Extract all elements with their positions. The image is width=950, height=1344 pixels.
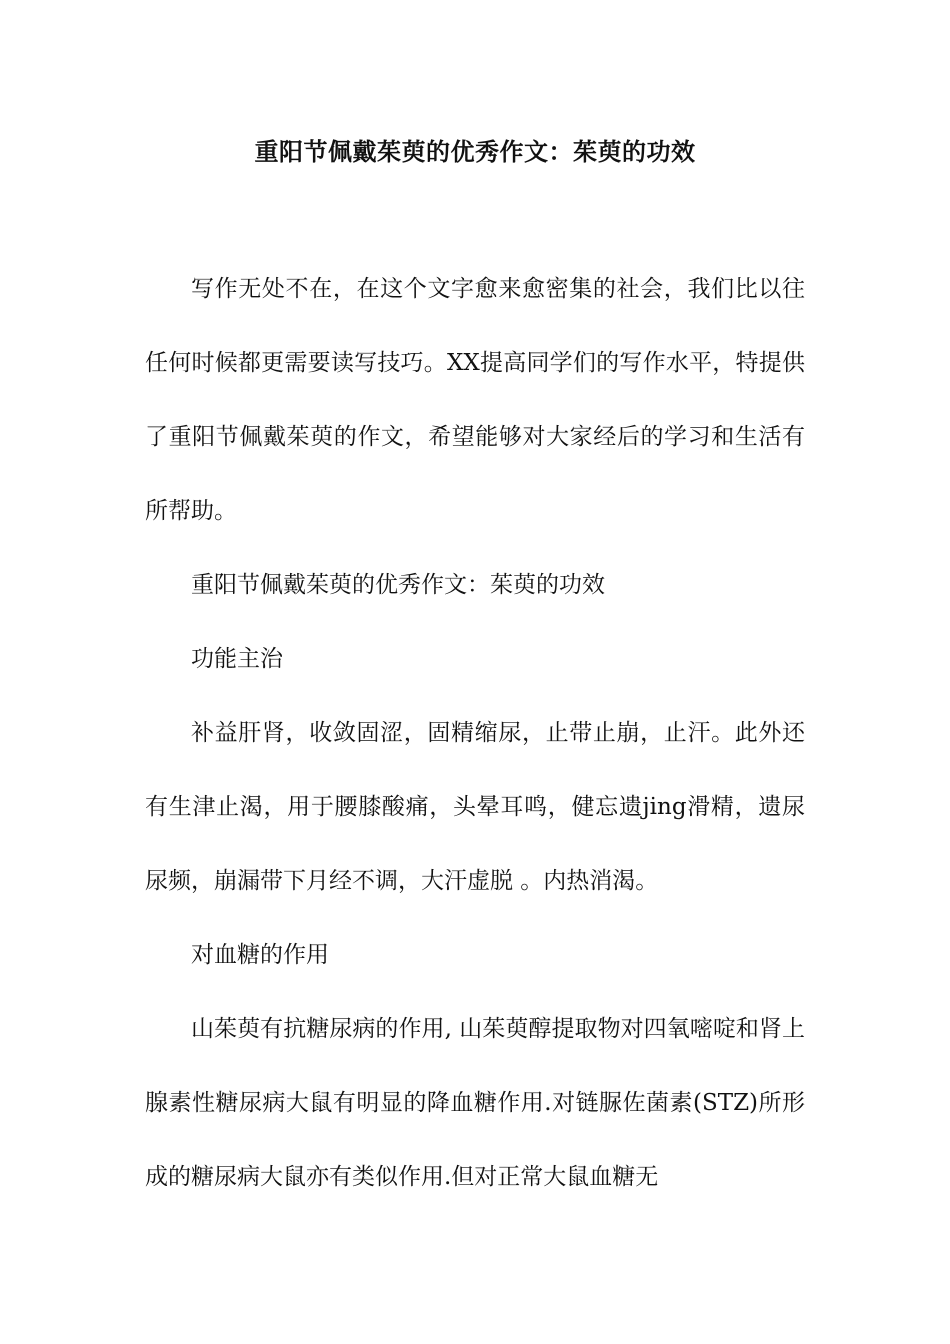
section-subtitle: 重阳节佩戴茱萸的优秀作文：茱萸的功效 — [191, 572, 605, 598]
document-title: 重阳节佩戴茱萸的优秀作文：茱萸的功效 — [254, 137, 696, 166]
document-body — [145, 252, 805, 1214]
functions-paragraph: 补益肝肾，收敛固涩，固精缩尿，止带止崩，止汗。此外还有生津止渴，用于腰膝酸痛，头晕耳鸣，健忘遗jing滑精，遗尿尿频，崩漏带下月经不调，大汗虚脱 。内热消渴。 — [145, 720, 805, 894]
section-heading-functions: 功能主治 — [191, 646, 283, 672]
blood-sugar-paragraph: 山茱萸有抗糖尿病的作用, 山茱萸醇提取物对四氧嘧啶和肾上腺素性糖尿病大鼠有明显的降血糖作用.对链脲佐菌素(STZ)所形成的糖尿病大鼠亦有类似作用.但对正常大鼠血糖无 — [145, 1016, 805, 1190]
intro-paragraph: 写作无处不在，在这个文字愈来愈密集的社会，我们比以往任何时候都更需要读写技巧。XX提高同学们的写作水平，特提供了重阳节佩戴茱萸的作文，希望能够对大家经后的学习和生活有所帮助。 — [145, 276, 805, 524]
section-heading-blood-sugar: 对血糖的作用 — [191, 942, 329, 968]
